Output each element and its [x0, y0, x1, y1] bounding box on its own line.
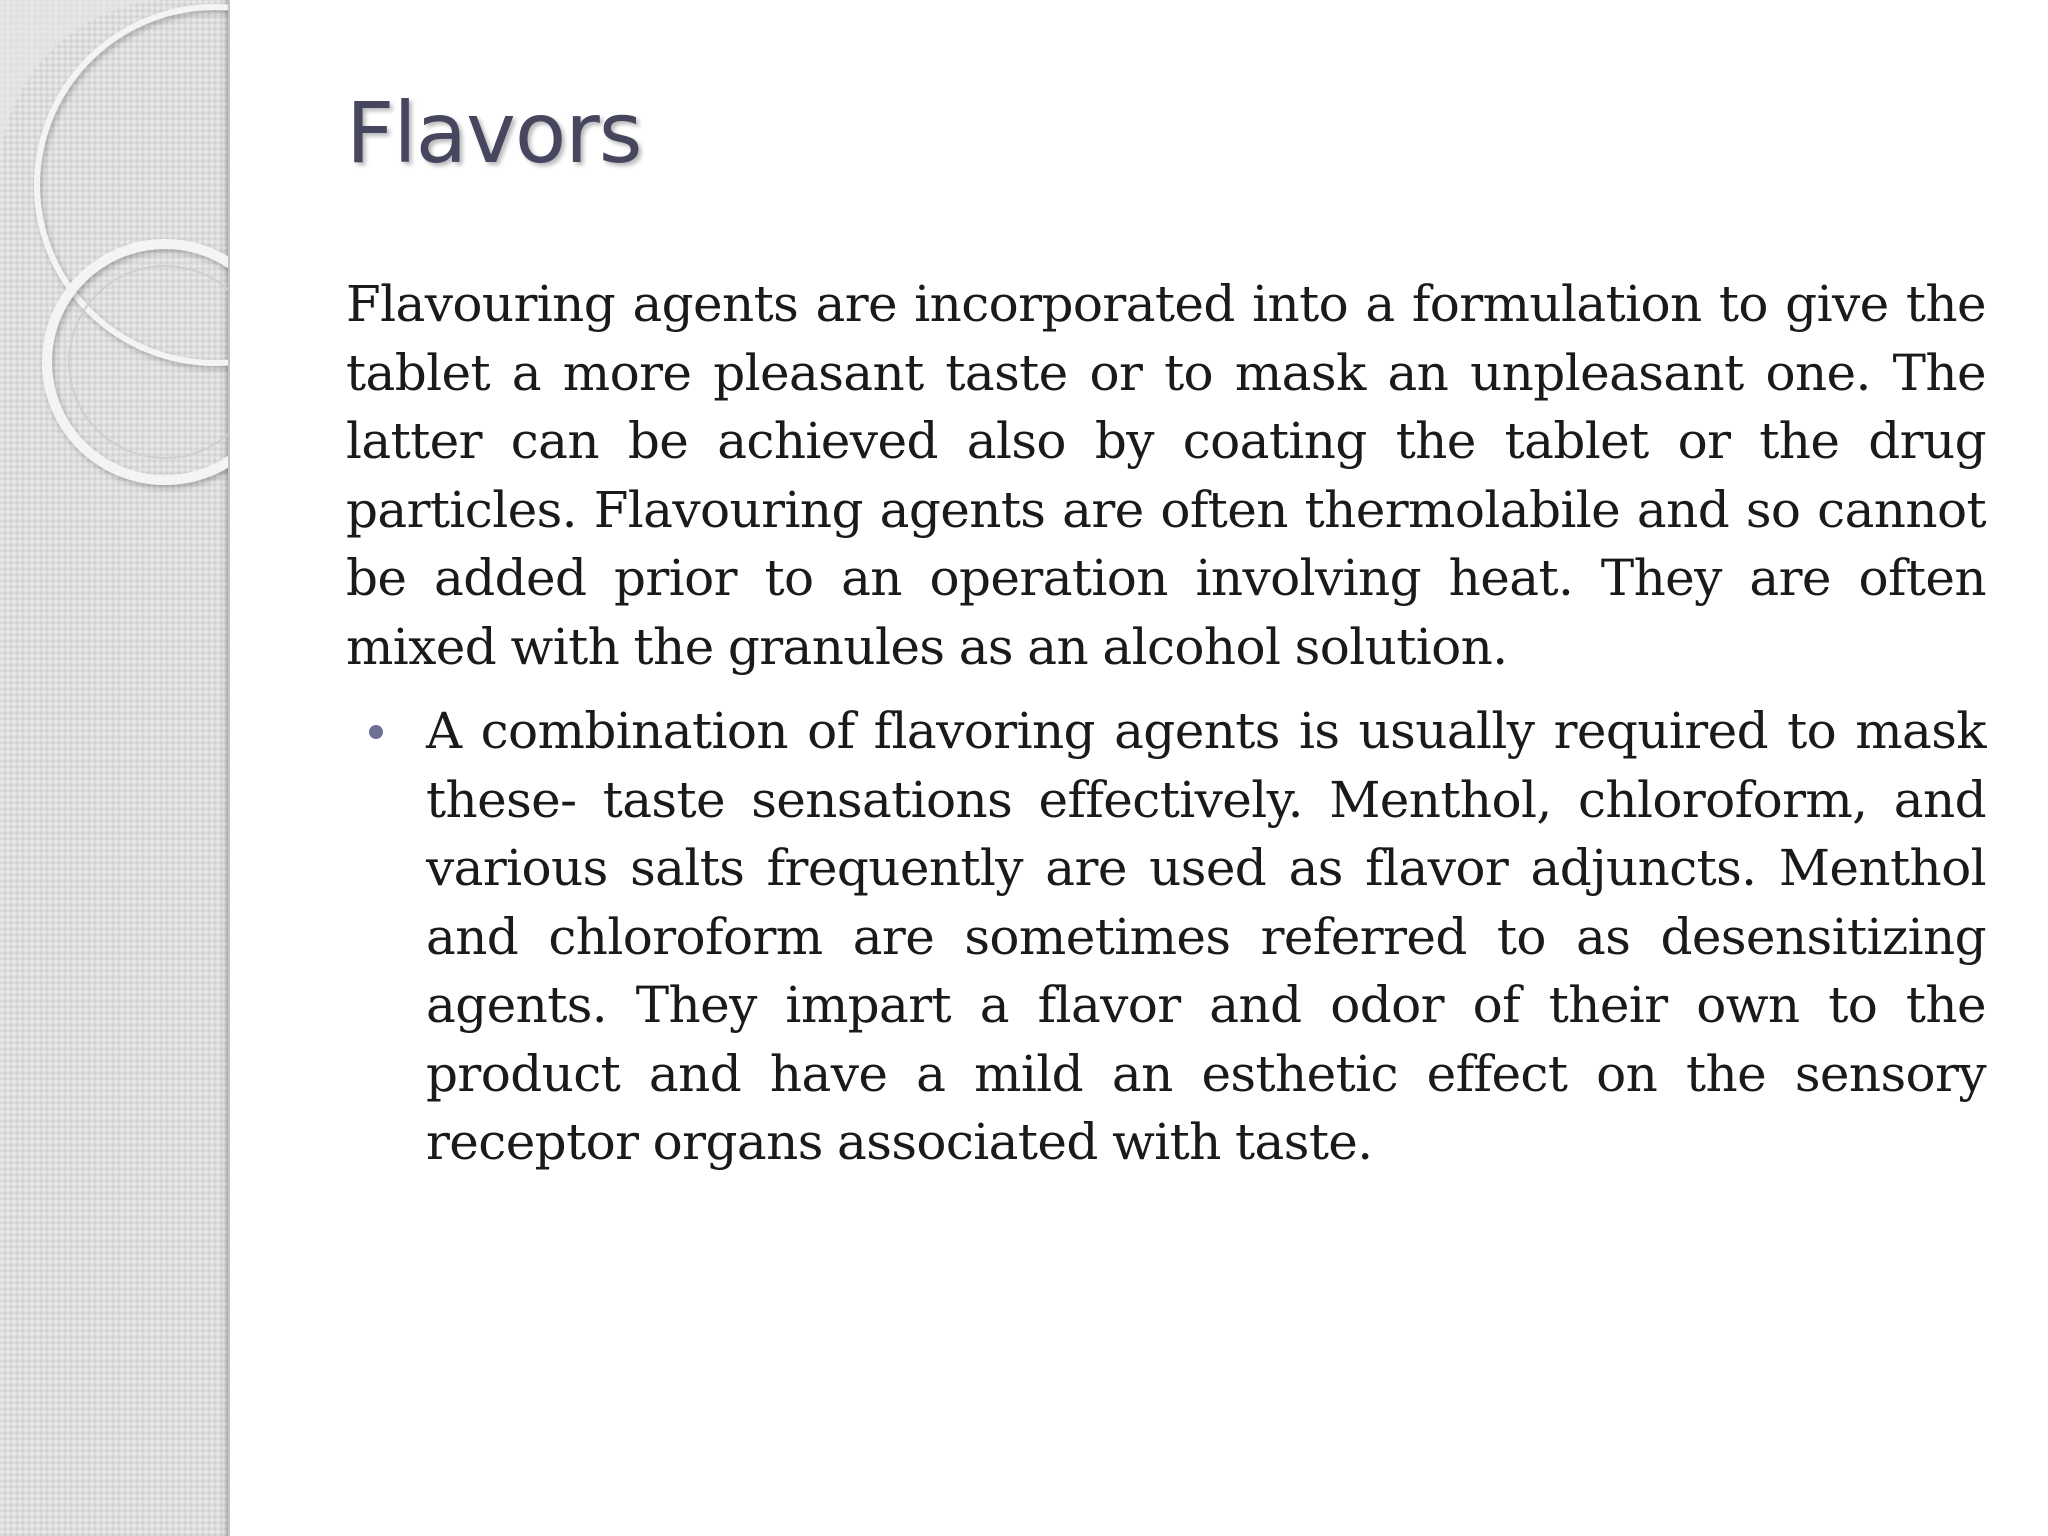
large-ring [37, 7, 228, 363]
slide-title: Flavors [346, 84, 642, 182]
bullet-dot-icon [369, 725, 383, 739]
bullet-text: A combination of flavoring agents is usually required to mask these- taste sensations effectively. Menthol, chloroform, and various salts frequently are used as flavor adjuncts. Menthol and chloroform are sometimes referred to as desensitizing agents. They impart a flavor and odor of their own to the product and have a mild an esthetic effect on the sensory receptor organs associated with taste. [426, 702, 1986, 1171]
decorative-sidebar [0, 0, 230, 1536]
body-paragraph: Flavouring agents are incorporated into a formulation to give the tablet a more pleasant taste or to mask an unpleasant one. The latter can be achieved also by coating the tablet or the drug particles. Flavouring agents are often thermolabile and so cannot be added prior to an operation involving heat. They are often mixed with the granules as an alcohol solution. [346, 275, 1986, 676]
slide-body [346, 270, 1986, 1177]
bullet-item [346, 697, 1986, 1177]
decorative-rings [0, 0, 228, 520]
ring-fill-shape [0, 0, 190, 180]
